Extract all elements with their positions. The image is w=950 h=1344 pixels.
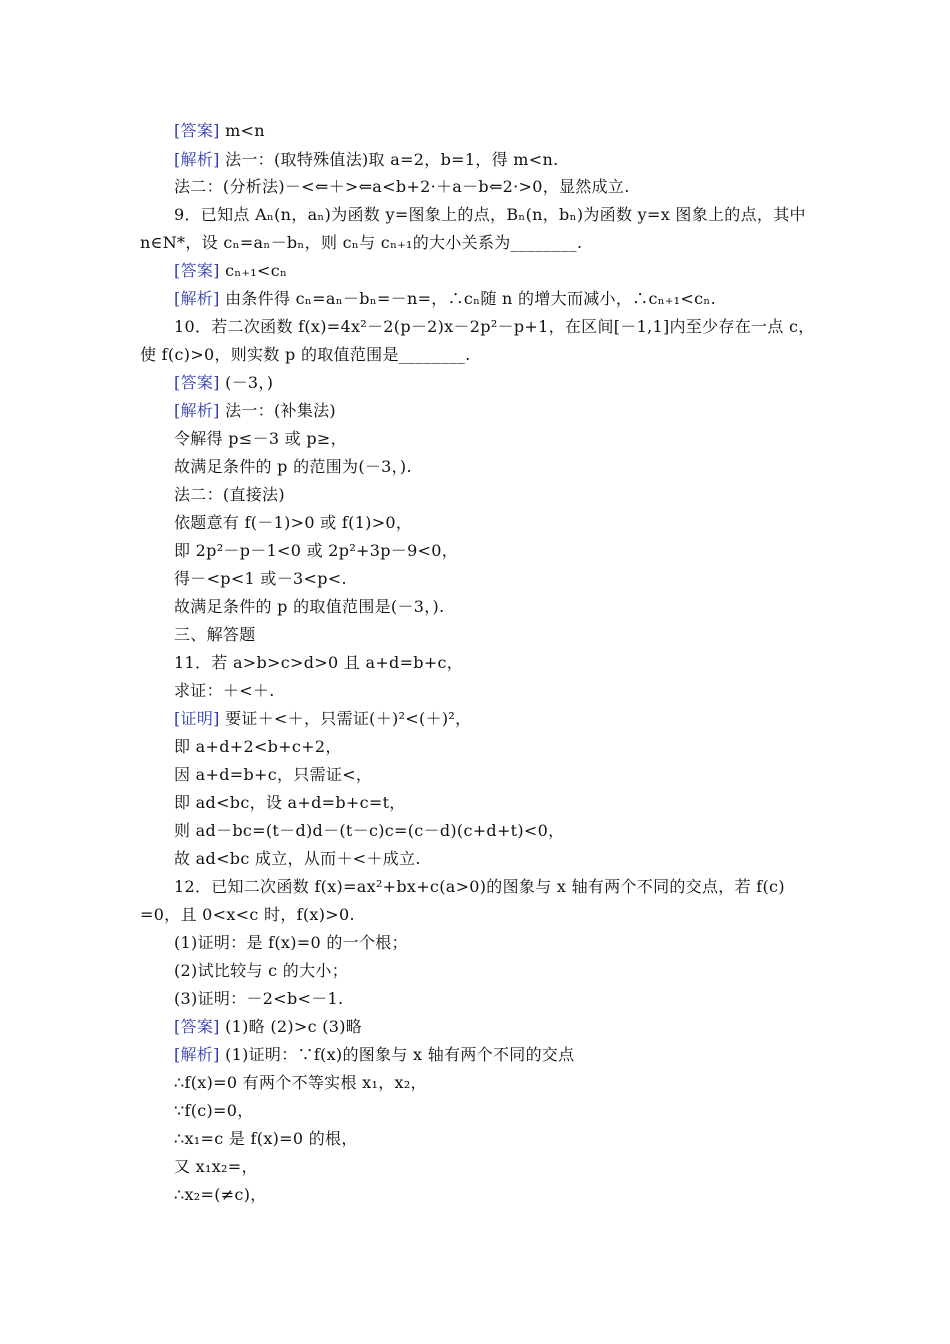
- text-line: [174, 1157, 258, 1177]
- text-line: [140, 345, 471, 365]
- line-text: 求证：＋<＋.: [174, 681, 275, 700]
- line-text: 12．已知二次函数 f(x)=ax²+bx+c(a>0)的图象与 x 轴有两个不同的交点，若 f(c): [174, 877, 785, 896]
- question-9-line: [174, 205, 806, 225]
- text-line: [174, 177, 630, 197]
- line-text: ∴x₂=(≠c)，: [174, 1185, 267, 1204]
- line-text: (1)略 (2)>c (3)略: [219, 1017, 363, 1036]
- text-line: [174, 933, 408, 953]
- line-text: 三、解答题: [174, 625, 256, 644]
- analysis-tag: [解析]: [174, 289, 220, 308]
- line-text: 要证＋<＋，只需证(＋)²<(＋)²，: [219, 709, 472, 728]
- line-text: 9．已知点 Aₙ(n，aₙ)为函数 y=图象上的点，Bₙ(n，bₙ)为函数 y=x 图象上的点，其中: [174, 205, 806, 224]
- answer-tag: [答案]: [174, 261, 220, 280]
- text-line: [174, 457, 412, 477]
- text-line: [140, 905, 355, 925]
- line-text: ∴f(x)=0 有两个不等实根 x₁，x₂，: [174, 1073, 427, 1092]
- answer-line: [174, 261, 287, 281]
- text-line: [174, 961, 348, 981]
- line-text: (3)证明：－2<b<－1.: [174, 989, 344, 1008]
- line-text: 法一：(补集法): [219, 401, 336, 420]
- line-text: 由条件得 cₙ=aₙ－bₙ=－n=，∴cₙ随 n 的增大而减小，∴cₙ₊₁<cₙ.: [219, 289, 716, 308]
- line-text: 10．若二次函数 f(x)=4x²－2(p－2)x－2p²－p+1，在区间[－1,1]内至少存在一点 c，: [174, 317, 815, 336]
- line-text: cₙ₊₁<cₙ: [219, 261, 288, 280]
- text-line: [174, 1101, 254, 1121]
- answer-line: [174, 1017, 362, 1037]
- text-line: [174, 513, 412, 533]
- line-text: 即 2p²－p－1<0 或 2p²+3p－9<0，: [174, 541, 459, 560]
- text-line: [174, 541, 458, 561]
- line-text: n∈N*，设 cₙ=aₙ－bₙ，则 cₙ与 cₙ₊₁的大小关系为________.: [140, 233, 583, 252]
- question-12-line: [174, 877, 785, 897]
- text-line: [174, 569, 347, 589]
- line-text: 故满足条件的 p 的取值范围是(－3，).: [174, 597, 445, 616]
- line-text: 得－<p<1 或－3<p<.: [174, 569, 347, 588]
- line-text: (1)证明：是 f(x)=0 的一个根；: [174, 933, 408, 952]
- answer-tag: [答案]: [174, 121, 220, 140]
- analysis-line: [174, 289, 716, 309]
- line-text: 法二：(直接法): [174, 485, 285, 504]
- line-text: 故满足条件的 p 的范围为(－3，).: [174, 457, 412, 476]
- text-line: [174, 1129, 358, 1149]
- text-line: [174, 485, 285, 505]
- answer-line: [174, 121, 265, 141]
- analysis-tag: [解析]: [174, 150, 220, 169]
- text-line: [174, 1185, 267, 1205]
- analysis-line: [174, 150, 558, 170]
- line-text: 法二：(分析法)－<⇐＋>⇐a<b+2·＋a－b⇐2·>0，显然成立.: [174, 177, 630, 196]
- text-line: [174, 737, 342, 757]
- text-line: [174, 989, 343, 1009]
- text-line: [174, 821, 564, 841]
- line-text: (2)试比较与 c 的大小；: [174, 961, 348, 980]
- answer-tag: [答案]: [174, 1017, 220, 1036]
- line-text: 依题意有 f(－1)>0 或 f(1)>0，: [174, 513, 413, 532]
- line-text: 即 a+d+2<b+c+2，: [174, 737, 342, 756]
- question-10-line: [174, 317, 815, 337]
- text-line: [140, 233, 582, 253]
- line-text: 则 ad－bc=(t－d)d－(t－c)c=(c－d)(c+d+t)<0，: [174, 821, 565, 840]
- proof-line: [174, 709, 471, 729]
- analysis-tag: [解析]: [174, 401, 220, 420]
- text-line: [174, 849, 421, 869]
- line-text: m<n: [219, 121, 265, 140]
- line-text: 即 ad<bc，设 a+d=b+c=t，: [174, 793, 406, 812]
- answer-line: [174, 373, 273, 393]
- line-text: 11．若 a>b>c>d>0 且 a+d=b+c，: [174, 653, 464, 672]
- line-text: (1)证明：∵f(x)的图象与 x 轴有两个不同的交点: [219, 1045, 575, 1064]
- line-text: 使 f(c)>0，则实数 p 的取值范围是________.: [140, 345, 471, 364]
- line-text: 令解得 p≤－3 或 p≥，: [174, 429, 347, 448]
- section-heading: [174, 625, 256, 645]
- line-text: (－3，): [219, 373, 274, 392]
- line-text: 故 ad<bc 成立，从而＋<＋成立.: [174, 849, 421, 868]
- analysis-line: [174, 401, 336, 421]
- line-text: 法一：(取特殊值法)取 a=2，b=1，得 m<n.: [219, 150, 559, 169]
- line-text: =0，且 0<x<c 时，f(x)>0.: [140, 905, 355, 924]
- proof-tag: [证明]: [174, 709, 220, 728]
- answer-tag: [答案]: [174, 373, 220, 392]
- text-line: [174, 429, 347, 449]
- line-text: 又 x₁x₂=，: [174, 1157, 258, 1176]
- text-line: [174, 1073, 427, 1093]
- line-text: ∵f(c)=0，: [174, 1101, 254, 1120]
- text-line: [174, 793, 406, 813]
- question-11-line: [174, 653, 463, 673]
- analysis-line: [174, 1045, 574, 1065]
- analysis-tag: [解析]: [174, 1045, 220, 1064]
- text-line: [174, 597, 444, 617]
- line-text: ∴x₁=c 是 f(x)=0 的根，: [174, 1129, 358, 1148]
- text-line: [174, 765, 372, 785]
- line-text: 因 a+d=b+c，只需证<，: [174, 765, 373, 784]
- text-line: [174, 681, 275, 701]
